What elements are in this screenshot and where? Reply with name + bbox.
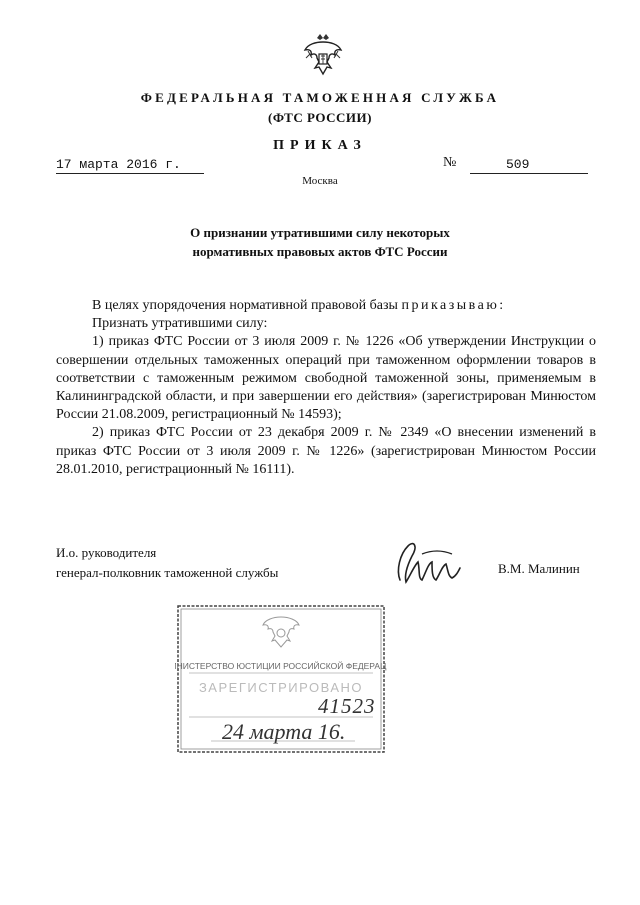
signer-name: В.М. Малинин <box>498 561 580 576</box>
stamp-registration-date: 24 марта 16. <box>222 719 346 744</box>
document-type: ПРИКАЗ <box>273 138 367 153</box>
item-1-paragraph: 1) приказ ФТС России от 3 июля 2009 г. № 1226 «Об утверждении Инструкции о совершении отдельных таможенных операций при таможенном оформлении товаров в соответствии с таможенным режимом свободной таможенной зоны, применяемым в Калининградской области, и при завершении его действия» (зарегистрирован Минюстом России 21.08.2009, регистрационный № 14593); <box>56 334 596 423</box>
order-date: 17 марта 2016 г. <box>56 157 204 174</box>
intro-paragraph <box>56 297 596 315</box>
signer-title-line-1: И.о. руководителя <box>56 545 157 560</box>
number-sign: № <box>443 155 457 170</box>
document-body <box>56 297 596 479</box>
intro-text: В целях упорядочения нормативной правовой базы <box>92 298 402 313</box>
document-title-line-2: нормативных правовых актов ФТС России <box>192 244 448 259</box>
signer-position <box>56 543 278 583</box>
coat-of-arms-icon <box>302 32 344 80</box>
order-number: 509 <box>470 157 588 174</box>
handwritten-signature <box>392 536 464 592</box>
intro-order-word: приказываю: <box>401 298 506 313</box>
item-2-paragraph: 2) приказ ФТС России от 23 декабря 2009 г. № 2349 «О внесении изменений в приказ ФТС России от 3 июля 2009 г. № 1226» (зарегистрирован Минюстом России 28.01.2010, регистрационный № 16111). <box>56 425 596 477</box>
stamp-ministry: МИНИСТЕРСТВО ЮСТИЦИИ РОССИЙСКОЙ ФЕДЕРАЦИИ <box>175 661 387 671</box>
city: Москва <box>302 175 338 187</box>
recognize-paragraph: Признать утратившими силу: <box>92 316 268 332</box>
document-title-line-1: О признании утратившими силу некоторых <box>190 225 450 240</box>
agency-name: ФЕДЕРАЛЬНАЯ ТАМОЖЕННАЯ СЛУЖБА <box>140 90 500 105</box>
stamp-status: ЗАРЕГИСТРИРОВАНО <box>198 680 364 695</box>
document-title <box>0 223 640 261</box>
agency-abbreviation: (ФТС РОССИИ) <box>268 110 372 125</box>
signer-title-line-2: генерал-полковник таможенной службы <box>56 565 279 580</box>
stamp-registration-number: 41523 <box>318 694 376 718</box>
